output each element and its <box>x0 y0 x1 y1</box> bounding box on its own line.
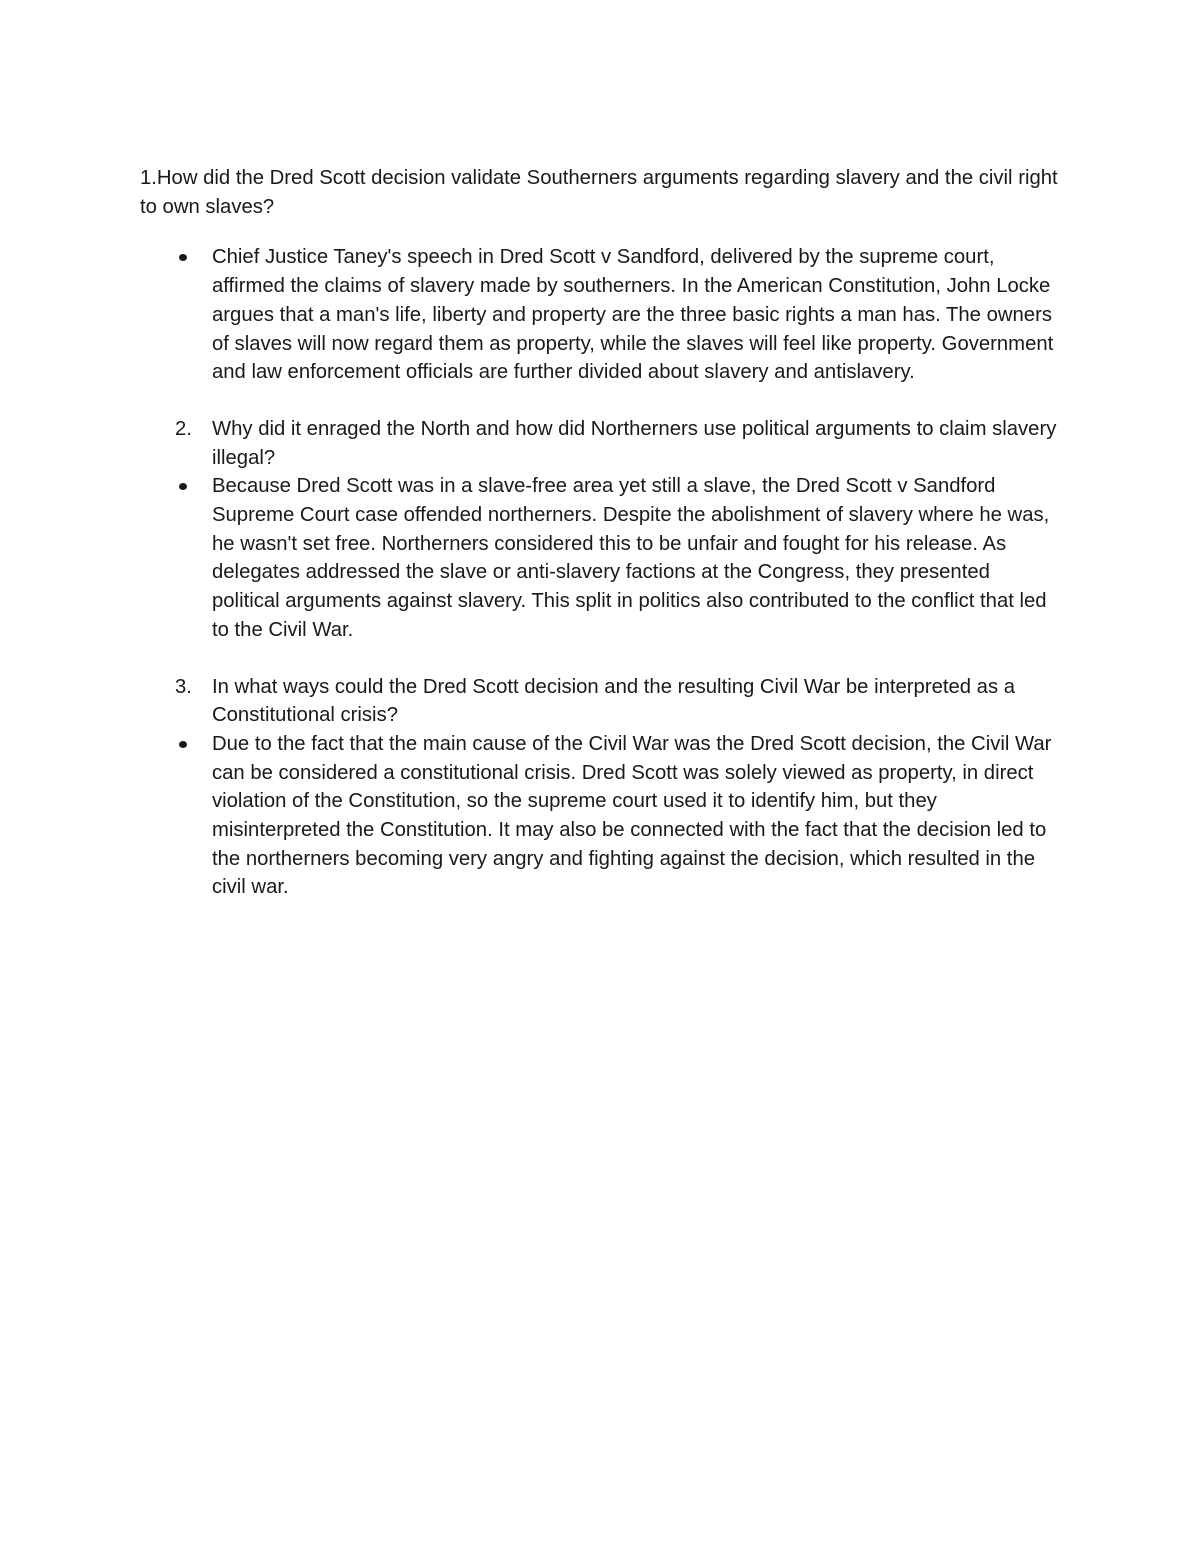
answer-2 <box>140 472 1060 644</box>
bullet-icon <box>179 741 187 748</box>
bullet-icon <box>179 254 187 261</box>
question-3-number: 3. <box>175 675 192 698</box>
answer-3 <box>140 730 1060 902</box>
question-2-number: 2. <box>175 417 192 440</box>
question-3-text: In what ways could the Dred Scott decision and the resulting Civil War be interpreted as a Constitutional crisis? <box>212 675 1016 727</box>
answer-3-text: Due to the fact that the main cause of the Civil War was the Dred Scott decision, the Civil War can be considered a constitutional crisis. Dred Scott was solely viewed as property, in direct violation of the Constitution, so the supreme court used it to identify him, but they misinterpreted the Constitution. It may also be connected with the fact that the decision led to the northerners becoming very angry and fighting against the decision, which resulted in the civil war. <box>212 732 1052 899</box>
answer-1 <box>140 243 1060 387</box>
spacer <box>140 387 1060 415</box>
answer-1-text: Chief Justice Taney's speech in Dred Scott v Sandford, delivered by the supreme court, affirmed the claims of slavery made by southerners. In the American Constitution, John Locke argues that a man's life, liberty and property are the three basic rights a man has. The owners of slaves will now regard them as property, while the slaves will feel like property. Government and law enforcement officials are further divided about slavery and antislavery. <box>212 246 1054 384</box>
document-body <box>140 164 1060 902</box>
question-2-text: Why did it enraged the North and how did Northerners use political arguments to claim slavery illegal? <box>212 417 1057 469</box>
question-3 <box>140 673 1060 730</box>
spacer <box>140 645 1060 673</box>
answer-2-text: Because Dred Scott was in a slave-free area yet still a slave, the Dred Scott v Sandford Supreme Court case offended northerners. Despite the abolishment of slavery where he was, he wasn't set free. Northerners considered this to be unfair and fought for his release. As delegates addressed the slave or anti-slavery factions at the Congress, they presented political arguments against slavery. This split in politics also contributed to the conflict that led to the Civil War. <box>212 475 1050 641</box>
question-2 <box>140 415 1060 472</box>
question-1: 1.How did the Dred Scott decision validate Southerners arguments regarding slavery and the civil right to own slaves? <box>140 167 1058 218</box>
bullet-icon <box>179 483 187 490</box>
